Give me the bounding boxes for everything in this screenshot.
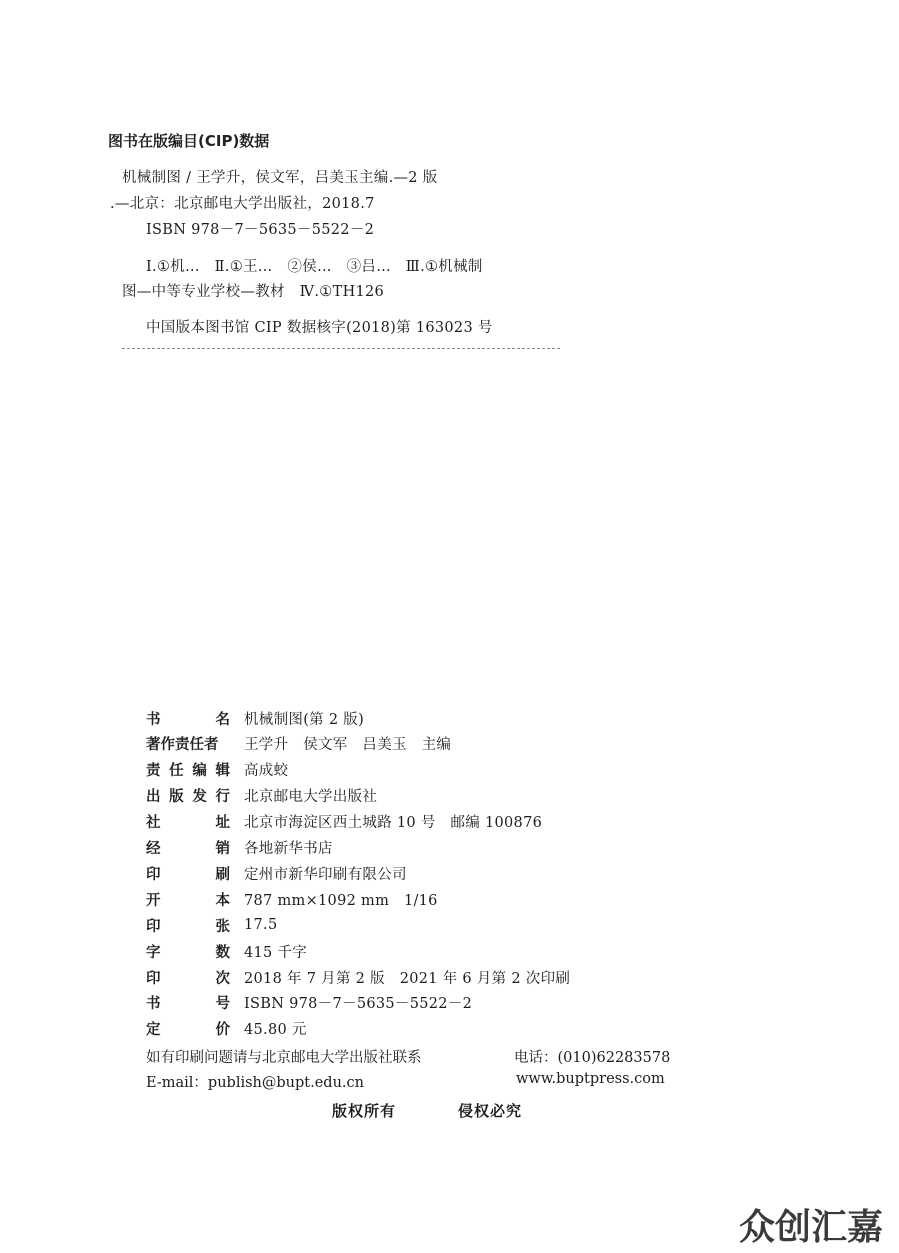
book-info-value: 定州市新华印刷有限公司 — [244, 866, 407, 883]
book-info-value: 王学升 侯文军 吕美玉 主编 — [244, 737, 452, 754]
book-info-label-char: 印 — [146, 918, 161, 935]
book-info-row — [146, 810, 542, 834]
book-info-label — [146, 733, 230, 754]
book-info-row — [146, 861, 407, 885]
book-info-label-char: 书 — [146, 996, 161, 1013]
infringement-notice: 侵权必究 — [458, 1102, 523, 1120]
book-info-label-char: 辑 — [215, 763, 230, 780]
book-info-label-char: 号 — [215, 996, 230, 1013]
book-info-label-char: 址 — [215, 815, 230, 832]
book-info-label — [146, 889, 230, 910]
phone-number: 电话：(010)62283578 — [514, 1050, 671, 1066]
book-info-row — [146, 784, 377, 808]
book-info-value: ISBN 978－7－5635－5522－2 — [244, 996, 473, 1013]
book-info-value: 787 mm×1092 mm 1/16 — [244, 892, 438, 909]
cip-line-publisher: .—北京：北京邮电大学出版社，2018.7 — [110, 196, 375, 212]
book-info-value: 2018 年 7 月第 2 版 2021 年 6 月第 2 次印刷 — [244, 970, 571, 987]
book-info-label — [146, 708, 230, 729]
book-info-label-char: 销 — [215, 841, 230, 857]
book-info-label-char: 刷 — [215, 866, 230, 883]
book-info-label-char: 开 — [146, 892, 161, 909]
book-info-label-char: 经 — [146, 841, 161, 857]
book-info-label-char: 出 — [146, 789, 161, 806]
book-info-value: 高成蛟 — [244, 763, 289, 780]
book-info-label — [146, 967, 230, 988]
book-info-label-char: 社 — [146, 815, 161, 832]
book-info-row — [146, 887, 438, 911]
cip-line-subjects-cont: 图—中等专业学校—教材 Ⅳ.①TH126 — [122, 284, 385, 300]
book-info-label-char: 定 — [146, 1022, 161, 1039]
book-info-row — [146, 758, 288, 782]
book-info-label-char: 价 — [215, 1022, 230, 1039]
book-info-value: 机械制图(第 2 版) — [244, 711, 365, 728]
book-info-row — [146, 732, 451, 756]
book-info-label-char: 次 — [215, 970, 230, 987]
cip-line-isbn: ISBN 978－7－5635－5522－2 — [146, 222, 375, 238]
email-address: E-mail：publish@bupt.edu.cn — [146, 1075, 364, 1091]
book-info-label-char: 字 — [146, 944, 161, 961]
cip-line-record-number: 中国版本图书馆 CIP 数据核字(2018)第 163023 号 — [146, 320, 493, 336]
cip-title: 图书在版编目(CIP)数据 — [108, 132, 270, 150]
book-info-label — [146, 863, 230, 884]
watermark-logo-icon — [725, 1195, 885, 1249]
book-info-label — [146, 1018, 230, 1039]
book-info-row — [146, 939, 307, 963]
book-info-label-char: 任 — [169, 763, 184, 780]
svg-text:众创汇嘉: 众创汇嘉 — [738, 1207, 883, 1248]
book-info-value: 415 千字 — [244, 944, 308, 961]
cip-line-title-authors: 机械制图 / 王学升，侯文军，吕美玉主编.—2 版 — [122, 170, 438, 186]
book-info-label-char: 印 — [146, 970, 161, 987]
all-rights-reserved: 版权所有 — [332, 1102, 397, 1120]
book-info-label-char: 编 — [192, 763, 207, 780]
book-info-row — [146, 706, 364, 730]
print-issue-note: 如有印刷问题请与北京邮电大学出版社联系 — [146, 1050, 422, 1066]
cip-line-subjects: Ⅰ.①机… Ⅱ.①王… ②侯… ③吕… Ⅲ.①机械制 — [146, 259, 483, 275]
book-info-label-char: 数 — [215, 944, 230, 961]
book-info-label — [146, 759, 230, 780]
website-url: www.buptpress.com — [516, 1071, 665, 1087]
book-info-label-char: 名 — [215, 711, 230, 728]
book-info-label-char: 本 — [215, 892, 230, 909]
book-info-label-char: 著作责任者 — [146, 737, 219, 754]
book-info-value: 17.5 — [244, 917, 278, 934]
cip-divider — [122, 348, 560, 349]
book-info-row — [146, 913, 278, 937]
book-info-label-char: 张 — [215, 918, 230, 935]
book-info-label — [146, 992, 230, 1013]
book-info-row — [146, 836, 333, 860]
book-info-label — [146, 785, 230, 806]
book-info-value: 45.80 元 — [244, 1022, 307, 1039]
book-info-label-char: 发 — [192, 789, 207, 806]
book-info-label — [146, 941, 230, 962]
book-info-value: 北京邮电大学出版社 — [244, 789, 378, 806]
book-info-row — [146, 991, 472, 1015]
book-info-label-char: 责 — [146, 763, 161, 780]
book-info-label — [146, 915, 230, 936]
book-info-row — [146, 965, 570, 989]
book-info-value: 北京市海淀区西土城路 10 号 邮编 100876 — [244, 815, 543, 832]
book-info-row — [146, 1017, 307, 1041]
book-info-label-char: 行 — [215, 789, 230, 806]
book-info-label-char: 印 — [146, 866, 161, 883]
book-info-label — [146, 837, 230, 858]
book-info-value: 各地新华书店 — [244, 841, 333, 857]
book-info-label-char: 书 — [146, 711, 161, 728]
book-info-label-char: 版 — [169, 789, 184, 806]
book-info-label — [146, 811, 230, 832]
